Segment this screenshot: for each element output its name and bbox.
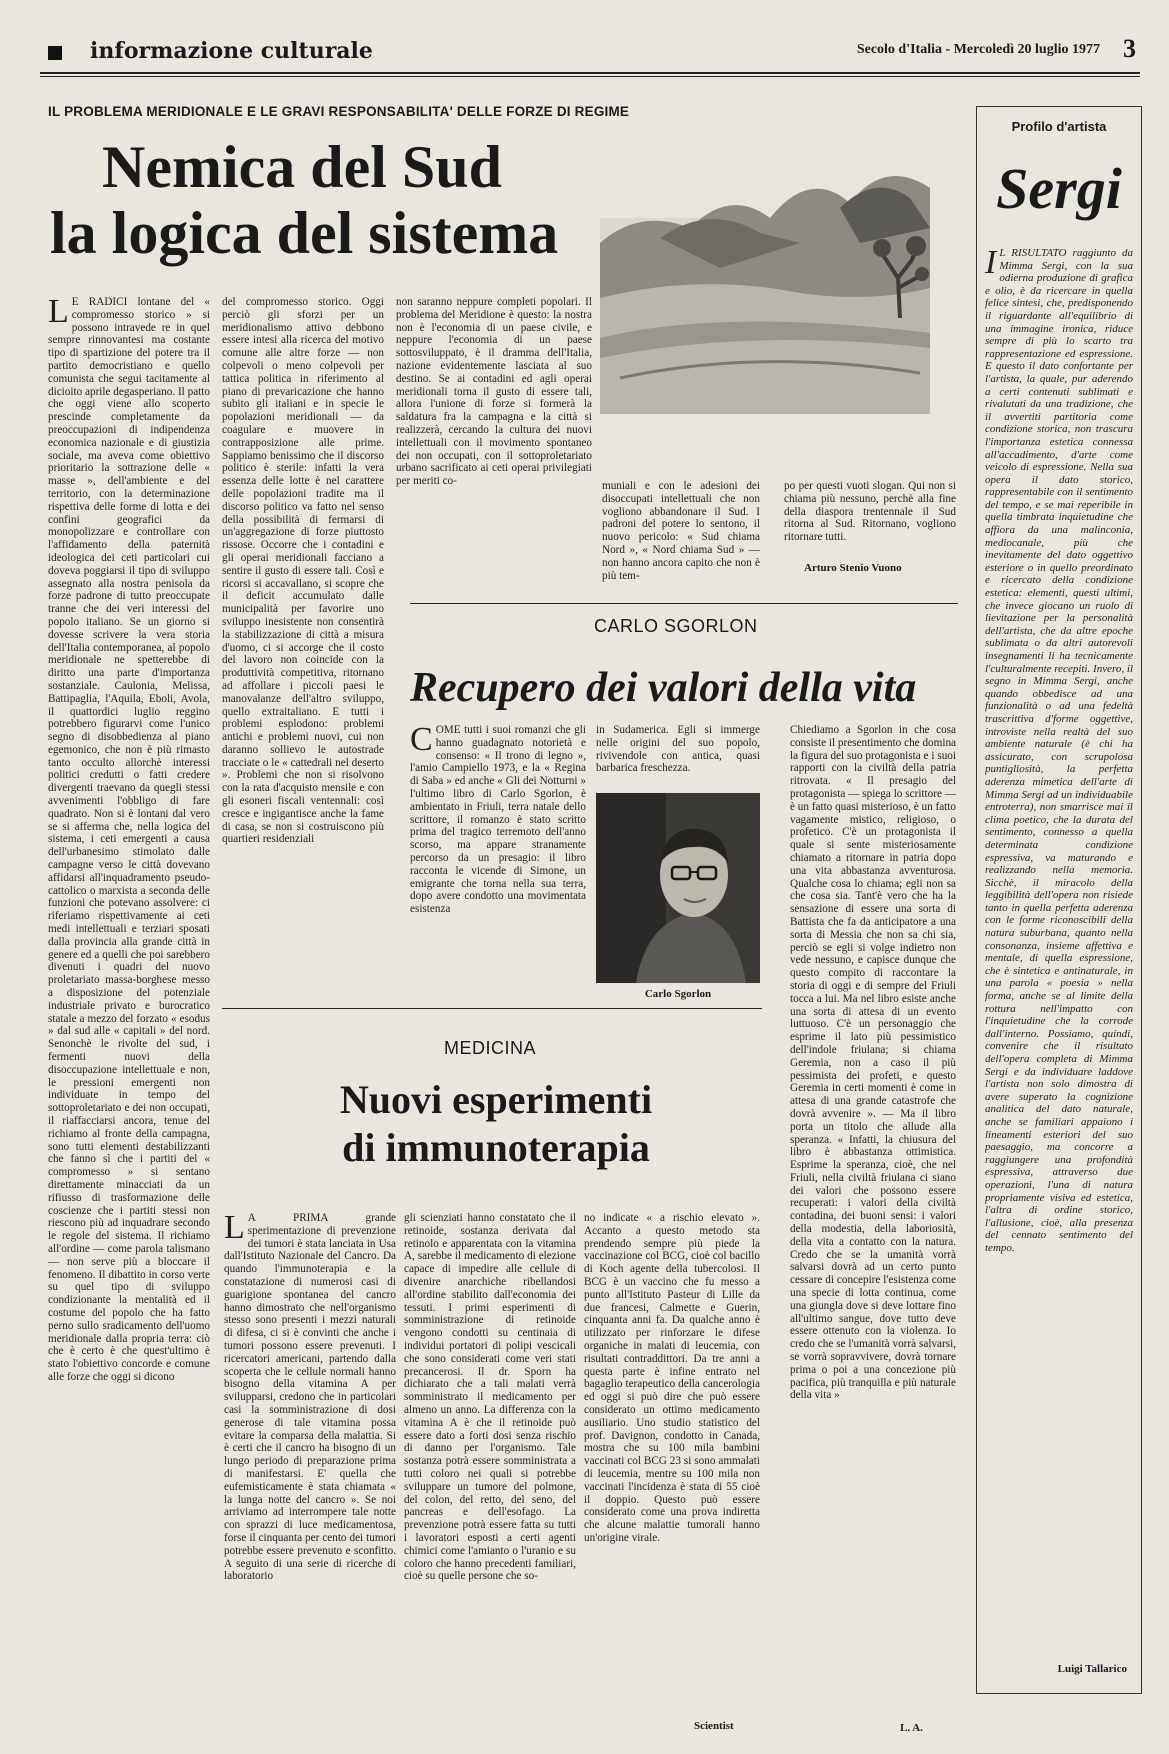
medicina-column-2 <box>404 1212 576 1720</box>
sgorlon-text-3: Chiediamo a Sgorlon in che cosa consiste il presentimento che domina la figura del suo protagonista e i suoi rapporti con la civiltà della patria ritrovata. « Il presagio del protagonista — spiega lo scrittore — è un fatto quasi misterioso, è un fatto vagamente mistico, religioso, o profetico. C'è un protagonista il quale si sente misteriosamente chiamato a ritornare in patria dopo una vita abbastanza avventurosa. Qualche cosa lo chiama; egli non sa che cosa sia. Tant'è vero che ha la sensazione di essere una sorta di Battista che fa da anticipatore a una sorta di Messia che non sa chi sia, perciò se egli si volge indietro non vede nessuno, e capisce dunque che questo compito di raccontare la storia di oggi e di sempre del Friuli tocca a lui. Ma nel libro esiste anche una sorta di attesa di un evento luttuoso. C'è un personaggio che esprime il lato più pessimistico dell'indole friulana; si chiama Geremia, non a caso il più pessimista dei profeti, e questo Geremia in certi momenti è come in attesa di una grande catastrofe che dovrà avvenire ». — Ma il libro porta un titolo che allude alla speranza. « Infatti, la chiusura del libro è abbastanza ottimistica. Esprime la speranza, cioè, che nel Friuli, nella civiltà friulana ci siano dei valori che possono essere recuperati: i valori della civiltà contadina, dei buoni sensi: i valori della modestia, della laboriosità, della vita a contatto con la natura. Credo che se la umanità vorrà salvarsi dovrà ad un certo punto cessare di concepire l'esistenza come una specie di lotta continua, come una giungla dove si deve lottare fino all'ultimo sangue, dove tutto deve essere ottenuto con la violenza. Io credo che se l'umanità vorrà salvarsi, se vorrà sopravvivere, dovrà tornare prima o poi a una concezione più pacifica, più tranquilla e più naturale della vita » <box>790 724 956 1402</box>
masthead <box>40 36 1140 66</box>
sgorlon-text-2: in Sudamerica. Egli si immerge nelle origini del suo popolo, rivivendole con antica, quasi barbarica freschezza. <box>596 724 760 775</box>
section-title: informazione culturale <box>90 38 373 64</box>
main-kicker: IL PROBLEMA MERIDIONALE E LE GRAVI RESPONSABILITA' DELLE FORZE DI REGIME <box>48 104 630 119</box>
sgorlon-text-1a: OME tutti i suoi romanzi che gli hanno guadagnato notorietà e consenso: « Il trono di legno », l'amio Campiello 1973, e la « Regina di Saba » ed anche « Gli dei Notturni » l'ultimo libro di Carlo Sgorlon, <box>410 724 586 800</box>
medicina-column-3 <box>584 1212 760 1708</box>
medicina-text-2: gli scienziati hanno constatato che il retinoide, sostanza derivata dal retinolo e apparentata con la vitamina A, sarebbe il medicamento di elezione capace di impedire alle cellule di divenire anarchiche ribellandosi all'ordine stabilito dall'economia dei tessuti. I primi esperimenti di somministrazione di retinoide vengono condotti su centinaia di individui portatori di polipi vescicali che sono considerati come veri stati precancerosi. Il dr. Sporn ha dichiarato che a tali malati verrà somministrato il medicamento per almeno un anno. La differenza con la vitamina A è che il retinoide può essere dato a forti dosi senza rischio di danno per l'organismo. Tale sostanza potrà essere somministrata a tutti coloro nei quali si potrebbe sviluppare un tumore del polmone, del colon, del retto, del seno, del pancreas e dell'esofago. La prevenzione potrà essere fatta su tutti i lavoratori esposti a certi agenti chimici come l'amianto o l'uranio e su coloro che hanno precedenti familiari, cioè su quelle persone che so- <box>404 1212 576 1583</box>
sidebar-body: L RISULTATO raggiunto da Mimma Sergi, con la sua odierna produzione di grafica e olio, è da ricercare in quella felice sintesi, che, predisponendo il riguardante all'equilibrio di una immagine ironica, riduce sempre di più lo scarto tra rappresentazione ed espressione. E questo il dato confortante per l'artista, la quale, pur aderendo a certi contenuti sublimati e rivalutati da una tradizione, che il avvertiti partitoria come condizione storica, non trascura l'importanza estetica connessa all'accadimento, d'arte come veicolo di espressione. Nella sua opera il dato storico, rappresentabile con il sentimento del tempo, e se mai reperibile in quella timbrata inquietudine che affiora da una malinconia, mediocanale, più che inevitamente del dato oggettivo esteriore o in quello preordinato e ricercato della condizione estetica: elementi, questi ultimi, che invece giocano un ruolo di lievitazione per la personalità dell'artista, che da altre epoche sublimata o da altri autorevoli insegnamenti li ha tecnicamente l'culturalmente recepiti. Invero, il segno in Mimma Sergi, anche quando obbedisce ad una funzionalità o ad una fedeltà trascrittiva d'forme oggettive, introviste nella realtà del suo ambiente naturale (è chi ha assicurato, con scrupolosa puntigliosità, la perfetta aderenza mimetica dell'arte di Mimma Sergi ad un individuabile entroterra), non smarrisce mai il clima poetico, che la durata del sentimento, connesso a quella determinata condizione espressiva, va maturando e realizzando nella memoria. Sicchè, il miracolo della leggibilità dell'opera non risiede tanto in quella perfetta aderenza con le forme riconoscibili della natura suburbana, quanto nella consonanza, insieme affettiva e mentale, di quella espressione, che è sintetica e antinaturale, in una parola « poesia » nella forma, anche se al limite della rottura nell'impatto con l'inquietudine che la corrode dall'interno. Possiamo, quindi, convenire che il risultato dell'opera completa di Mimma Sergi e da individuare laddove l'artista non solo dimostra di avere superato la cognizione analitica del dato naturale, anche se familiari appaiono i lineamenti esteriori del suo paesaggio, ma concorre a raggiungere una profondità espressiva, attraverso due operazioni, l'una di natura propriamente visiva ed estetica, l'altra di ordine storico, l'allusione, cioè, alla presenza del cennato sentimento del tempo. <box>985 247 1133 1254</box>
medicina-column-1 <box>224 1212 396 1720</box>
medicina-text-1: A PRIMA grande sperimentazione di prevenzione dei tumori è stata lanciata in Usa dall'Istituto Nazionale del Cancro. Da quando l'immunoterapia e la constatazione di numerosi casi di guarigione spontanea del cancro hanno dimostrato che nell'organismo stesso sono presenti i mezzi naturali di difesa, ci si è convinti che anche i tumori possono essere prevenuti. I ricercatori americani, partendo dalla scoperta che le cellule normali hanno bisogno della vitamina A per svilupparsi, credono che in particolari casi la somministrazione di dosi generose di tale vitamina possa evitare la comparsa della malattia. Si è certi che il cancro ha bisogno di un lungo periodo di preparazione prima di manifestarsi. E' quella che eufemisticamente è stata chiamata « la lunga notte del cancro ». Se noi arriviamo ad interrompere tale notte con sprazzi di luce medicamentosa, forse il cinquanta per cento dei tumori potrebbe essere prevenuto e sconfitto. A seguito di una serie di ricerche di laboratorio <box>224 1212 396 1583</box>
main-article-text-5: po per questi vuoti slogan. Qui non si chiama più nessuno, perchè alla fine della diaspora trentennale il Sud ritorna al Sud. Ritornano, vogliono ritornare tutti. <box>784 480 956 544</box>
sgorlon-kicker: CARLO SGORLON <box>594 616 758 636</box>
sgorlon-title: Recupero dei valori della vita <box>410 665 917 711</box>
medicina-top-rule <box>222 1008 762 1009</box>
main-article-text-2: del compromesso storico. Oggi perciò gli sforzi per un meridionalismo attivo debbono essere intesi alla ricerca del motivo comune alle altre forze — non colpevoli o meno colpevoli per tattica politica in riferimento al piano di prevaricazione che hanno subito gli italiani e in specie le popolazioni meridionali — da coagulare e muovere in contrapposizione alle prime. Sappiamo benissimo che il discorso politico è sterile: infatti la vera essenza delle lotte è nel carattere delle popolazioni tradite ma il discorso politico va fatto nel senso della possibilità di fermarsi di un'aggregazione di forze piuttosto rissose. Occorre che i contadini e gli operai meridionali facciano a sentire il gusto di essere tali. Così e ricorsi si accavallano, si scopre che il deficit accumulato dalle municipalità per favorire uno sviluppo inesistente non consentirà la stabilizzazione di città a misura d'uomo, ci si accorge che il costo del lavoro non coincide con la produttività competitiva, ritornano ad affollare i piccoli paesi le manovalanze dell'altro sviluppo, quello extraitaliano. E tutti i problemi esplodono: problemi antichi e problemi nuovi, cui non daranno sollievo le autostrade tracciate o le « cattedrali nel deserto ». Problemi che non si risolvono con la rata d'acquisto mensile e con gli esoneri fiscali ventennali: così cresce e ingigantisce anche la fame di casa, se non si costruiscono più quartieri residenziali <box>222 296 384 846</box>
main-headline <box>50 134 600 266</box>
medicina-dropcap: L <box>224 1212 245 1246</box>
medicina-author: Scientist <box>694 1720 734 1732</box>
sgorlon-text-1b: è ambientato in Friuli, terra natale dello scrittore, il romanzo è stato scritto prima del tragico terremoto dell'anno scorso, ma appare stranamente percorso da un presagio: il libro racconta le vicende di Simone, un emigrante che torna nella sua terra, dopo avere condotto una movimentata esistenza <box>410 787 586 916</box>
main-article-text-1: E RADICI lontane del « compromesso storico » si possono intravede re in quel sempre rinnovantesi ma costante tipo di spartizione del potere tra il partito democristiano e quello comunista che segui tacitamente al dicioito aprile degasperiano. Il patto che oggi viene allo scoperto prescinde completamente da preoccupazioni di indipendenza economica nazionale e di giustizia sociale, ma aveva come obiettivo prioritario la sottrazione delle « masse », dell'ambiente e del territorio, con la determinazione rispettiva delle forme di lotta e dei confini geografici da monopolizzare e controllare con l'affidamento della paternità ideologica dei ceti particolari cui doveva poggiarsi il tipo di sviluppo assegnato alla nostra penisola da forze padrone di tutto preoccupate tranne che dei veri interessi del popolo italiano. Se un giorno si dovesse scrivere la vera storia dell'Italia contemporanea, al popolo meridionale ne spetterebbe di diritto una parte d'importanza sostanziale. Caulonia, Melissa, Battipaglia, l'Aquila, Eboli, Avola, il quattordici luglio reggino potrebbero figurarvi come l'unico segno di disobbedienza al piano egemonico, che non è più rimasto tanto occulto allorchè interessi politici credutti o fatti credere divergenti traevano da quegli stessi avvenimenti l'obbligo di fare quadrato. Non si è lontani dal vero se si afferma che, nella logica del sistema, i ceti emergenti a causa dell'urbanesimo stimolato dalle campagne verso le città dovevano affidarsi all'inquadramento pseudo-cattolico o marxista a seconda delle funzioni che potevano assolvere: ci riferiamo rispettivamente ai ceti medi intellettuali e terziari sposati dalla provincia alla grande città in genere ed a quelli che poi sarebbero divenuti i quadri del nuovo proletariato massa-borghese messo a disposizione del potenziale industriale privato e burocratico statale a mezzo del forzato « esodus » dal sud alle « capitali » del nord. Senonchè le rivolte del sud, i fermenti nuovi della disoccupazione intellettuale e non, le pressioni emergenti non individuate in tempo del sottoproletariato e dei non occupati, il riaffacciarsi ancora, tenue del richiamo al fronte della campagna, sono tutti elementi destabilizzanti che fanno sì che i partiti del « compromesso » si sentano direttamente minacciati da un rifiusso di trasformazione delle coscienze che i partiti stessi non riescono più ad inquadrare secondo le regole del sistema. Il richiamo all'ordine — come parola talismano — non serve più a bloccare il fenomeno. Il dibattito in corso verte su quel tipo di sviluppo condizionante la mentalità ed il costume del popolo che ha fatto perno sullo sradicamento dell'uomo meridionale dalla propria terra: ciò che è certo è che quest'ultimo è stato l'obiettivo concorde e comune alle forze che oggi si dicono <box>48 296 210 1383</box>
main-article-text-4: muniali e con le adesioni dei disoccupati intellettuali che non vogliono abbandonare il Sud. I padroni del potere lo sentono, il nuovo pericolo: « Sud chiama Nord », « Nord chiama Sud » — non hanno ancora capito che non è più tem- <box>602 480 760 582</box>
portrait-caption: Carlo Sgorlon <box>644 988 712 1000</box>
medicina-title-line2: di immunoterapia <box>342 1125 650 1170</box>
landscape-illustration <box>600 148 930 414</box>
sgorlon-column-2 <box>596 724 760 788</box>
main-article-author: Arturo Stenio Vuono <box>804 562 902 574</box>
main-article-column-4 <box>602 480 760 584</box>
main-article-column-1 <box>48 296 210 1688</box>
sidebar-dropcap: I <box>985 247 997 281</box>
sgorlon-portrait <box>596 793 760 983</box>
sgorlon-column-1 <box>410 724 586 994</box>
medicina-title-line1: Nuovi esperimenti <box>339 1077 653 1122</box>
page-number: 3 <box>1123 34 1136 63</box>
main-article-dropcap: L <box>48 296 69 330</box>
sidebar-artist-profile <box>976 106 1142 1694</box>
sidebar-author: Luigi Tallarico <box>1057 1663 1127 1675</box>
main-article-column-2 <box>222 296 384 990</box>
sgorlon-top-rule <box>410 603 958 604</box>
medicina-title <box>266 1076 726 1172</box>
masthead-rule <box>40 72 1140 74</box>
sgorlon-author: L. A. <box>900 1722 923 1734</box>
paper-date: Secolo d'Italia - Mercoledì 20 luglio 1977 <box>856 42 1100 57</box>
sidebar-text <box>985 247 1133 1627</box>
landscape-photo <box>600 148 930 414</box>
sidebar-kicker: Profilo d'artista <box>1011 119 1107 134</box>
masthead-rule-thin <box>40 76 1140 77</box>
sgorlon-column-3 <box>790 724 956 1718</box>
portrait-illustration <box>596 793 760 983</box>
main-article-text-3: non saranno neppure completi popolari. Il problema del Meridione è questo: la nostra non è l'economia di un paese civile, e neppure l'economia di un paese sottosviluppato, è il dramma dell'Italia, nazione evidentemente lasciata al suo destino. Se ai contadini ed agli operai meridionali torna il gusto di essere tali, allora l'unione di forze si formerà la saldatura fra la campagna e la città si realizzerà, cercando la cultura dei nuovi intellettuali con il movimento spontaneo dei non occupati, con il sottoproletariato urbano sacrificato ai ceti operai privilegiati per meriti co- <box>396 296 592 488</box>
main-article-column-3 <box>396 296 592 580</box>
medicina-kicker: MEDICINA <box>444 1038 537 1058</box>
section-square-icon <box>48 46 62 60</box>
main-article-column-5 <box>784 480 956 546</box>
sgorlon-dropcap: C <box>410 724 433 758</box>
medicina-text-3: no indicate « a rischio elevato ». Accanto a questo metodo sta prendendo sempre più piede la vaccinazione col BCG, cioè col bacillo di Koch agente della tubercolosi. Il BCG è un vaccino che fu messo a punto all'Istituto Pasteur di Lille da due francesi, Calmette e Guerin, cinquanta anni fa. Da qualche anno è utilizzato per rinforzare le difese organiche in malati di leucemia, con risultati contraddittori. Da tre anni a questa parte è infine entrato nel bagaglio terapeutico della cancerologia ed oggi si può dire che può essere considerato un ottimo medicamento ausiliario. Uno studio statistico del prof. Davignon, condotto in Canada, mostra che su 100 mila bambini vaccinati col BCG 23 si sono ammalati di leucemia, mentre su 100 mila non vaccinati l'incidenza è stata di 55 cioè il doppio. Questo può essere considerato come una prova indiretta che alcune malattie tumorali hanno un'origine virale. <box>584 1212 760 1544</box>
main-headline-line2: la logica del sistema <box>50 200 559 266</box>
main-headline-line1: Nemica del Sud <box>102 134 503 200</box>
sidebar-title: Sergi <box>996 156 1122 221</box>
